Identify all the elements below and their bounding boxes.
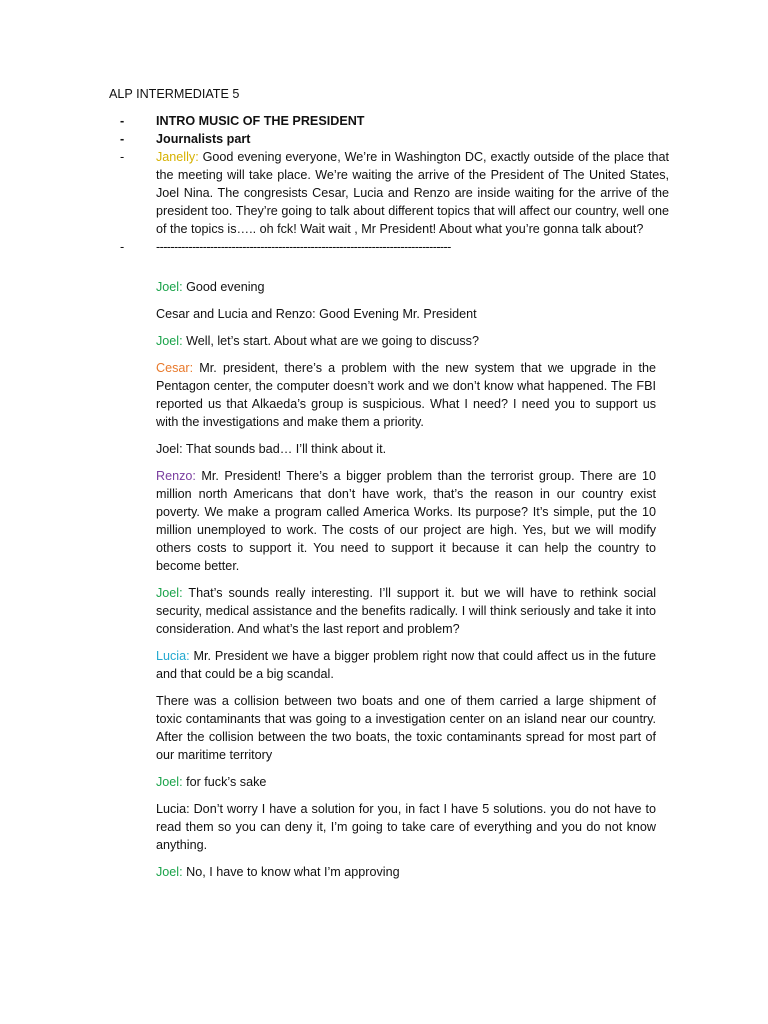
line-text: Lucia: Don’t worry I have a solution for you, in fact I have 5 solutions. you do not have to read them so you can deny it, I’m going to take care of everything and you do not know anything. <box>156 802 656 852</box>
bullet-dash: - <box>120 114 125 128</box>
bullet-dash: - <box>120 132 125 146</box>
line-text: Mr. President! There’s a bigger problem than the terrorist group. There are 10 million north Americans that don’t have work, that’s the reason in our country exist poverty. We make a program called America Works. Its purpose? It’s simple, put the 10 million unemployed to work. The costs of our project are high. Yes, but we will modify others costs to support it. You need to support it because it can help the country to become better. <box>156 469 656 573</box>
line-text: Good evening <box>182 280 265 294</box>
bullet-journalists-part <box>109 130 669 148</box>
dialogue-line <box>156 773 656 791</box>
line-text: Cesar and Lucia and Renzo: Good Evening Mr. President <box>156 307 477 321</box>
bullet-intro-music <box>109 112 669 130</box>
line-text: Mr. President we have a bigger problem right now that could affect us in the future and that could be a big scandal. <box>156 649 656 681</box>
dialogue-line <box>156 800 656 854</box>
bullet-dash: - <box>120 240 125 254</box>
bullet-text: INTRO MUSIC OF THE PRESIDENT <box>156 114 365 128</box>
bullet-separator <box>109 238 669 256</box>
bullet-janelly-speech <box>109 148 669 238</box>
bullet-text: Journalists part <box>156 132 251 146</box>
speaker-cesar: Cesar: <box>156 361 194 375</box>
speaker-renzo: Renzo: <box>156 469 196 483</box>
document-title: ALP INTERMEDIATE 5 <box>109 87 240 101</box>
dialogue-line <box>156 305 656 323</box>
dialogue-line <box>156 863 656 881</box>
dialogue-line <box>156 647 656 683</box>
speaker-joel: Joel: <box>156 586 183 600</box>
line-text: No, I have to know what I’m approving <box>182 865 400 879</box>
dialogue <box>156 278 656 890</box>
bullet-text <box>156 148 669 238</box>
speaker-joel: Joel: <box>156 865 183 879</box>
line-text: Well, let’s start. About what are we going to discuss? <box>182 334 479 348</box>
dialogue-line <box>156 440 656 458</box>
dialogue-line <box>156 332 656 350</box>
separator-line: ---------------------------------------------------------------------------------- <box>156 240 451 254</box>
speaker-janelly: Janelly: <box>156 150 199 164</box>
dialogue-line <box>156 467 656 575</box>
line-text: There was a collision between two boats and one of them carried a large shipment of toxic contaminants that was going to a investigation center on an island near our country. After the collision between the two boats, the toxic contaminants spread for most part of our maritime territory <box>156 694 656 762</box>
line-text: Joel: That sounds bad… I’ll think about it. <box>156 442 387 456</box>
dialogue-line <box>156 278 656 296</box>
speech-text: Good evening everyone, We’re in Washington DC, exactly outside of the place that the meeting will take place. We’re waiting the arrive of the President of The United States, Joel Nina. The congresists Cesar, Lucia and Renzo are inside waiting for the arrive of the president too. They’re going to talk about different topics that will affect our country, well one of the topics is….. oh fck! Wait wait , Mr President! About what you’re gonna talk about? <box>156 150 669 236</box>
dialogue-line <box>156 359 656 431</box>
dialogue-line <box>156 584 656 638</box>
dialogue-line <box>156 692 656 764</box>
bullet-dash: - <box>120 150 125 164</box>
line-text: Mr. president, there’s a problem with the new system that we upgrade in the Pentagon center, the computer doesn’t work and we don’t know what happened. The FBI reported us that Alkaeda’s group is suspicious. What I need? I need you to support us with the investigations and make them a priority. <box>156 361 656 429</box>
speaker-lucia: Lucia: <box>156 649 190 663</box>
line-text: for fuck’s sake <box>182 775 267 789</box>
speaker-joel: Joel: <box>156 280 183 294</box>
speaker-joel: Joel: <box>156 775 183 789</box>
speaker-joel: Joel: <box>156 334 183 348</box>
bullet-list <box>109 112 669 256</box>
line-text: That’s sounds really interesting. I’ll support it. but we will have to rethink social security, medical assistance and the benefits radically. I will think seriously and take it into consideration. And what’s the last report and problem? <box>156 586 656 636</box>
